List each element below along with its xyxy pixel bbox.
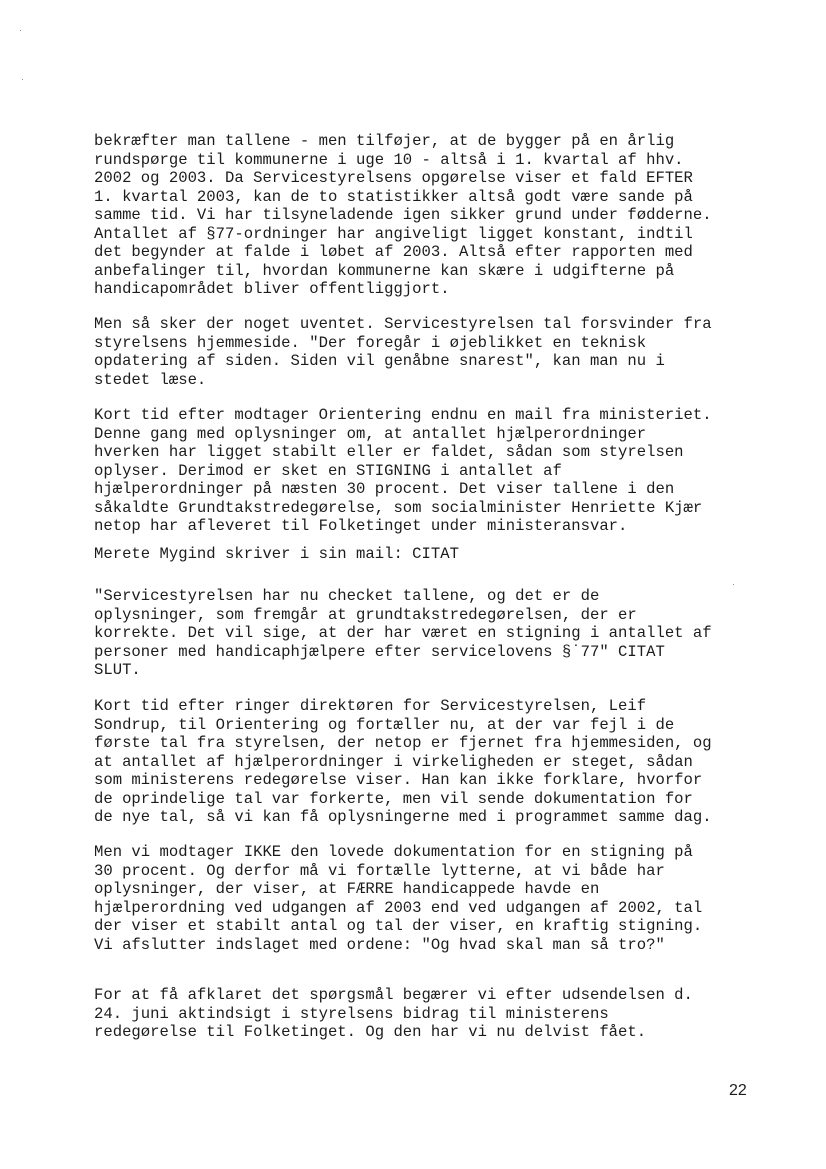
body-paragraph: Men så sker der noget uventet. Servicestyrelsen tal forsvinder fra styrelsens hjemmeside. "Der foregår i øjeblikket en teknisk opdatering af siden. Siden vil genåbne snarest", kan man nu i stedet læse. [94,315,712,389]
body-paragraph: For at få afklaret det spørgsmål begærer vi efter udsendelsen d. 24. juni aktindsigt i styrelsens bidrag til ministerens redegørelse til Folketinget. Og den har vi nu delvist fået. [94,986,693,1041]
page-number: 22 [729,1082,747,1099]
scan-speck [733,584,734,585]
body-paragraph: Men vi modtager IKKE den lovede dokumentation for en stigning på 30 procent. Og derfor må vi fortælle lytterne, at vi både har oplysninger, der viser, at FÆRRE handicappede havde en hjælperordning ved udgangen af 2003 end ved udgangen af 2002, tal der viser et stabilt antal og tal der viser, en kraftig stigning. Vi afslutter indslaget med ordene: "Og hvad skal man så tro?" [94,843,703,954]
body-paragraph: Kort tid efter ringer direktøren for Servicestyrelsen, Leif Sondrup, til Orientering og fortæller nu, at der var fejl i de første tal fra styrelsen, der netop er fjernet fra hjemmesiden, og at antallet af hjælperordninger i virkeligheden er steget, sådan som ministerens redegørelse viser. Han kan ikke forklare, hvorfor de oprindelige tal var forkerte, men vil sende dokumentation for de nye tal, så vi kan få oplysningerne med i programmet samme dag. [94,697,712,826]
scan-speck [22,79,23,80]
quote-paragraph: "Servicestyrelsen har nu checket tallene, og det er de oplysninger, som fremgår at grundtakstredegørelsen, der er korrekte. Det vil sige, at der har været en stigning i antallet af personer med handicaphjælpere efter servicelovens §˙77" CITAT SLUT. [94,587,712,679]
body-paragraph: bekræfter man tallene - men tilføjer, at de bygger på en årlig rundspørge til kommunerne i uge 10 - altså i 1. kvartal af hhv. 2002 og 2003. Da Servicestyrelsens opgørelse viser et fald EFTER 1. kvartal 2003, kan de to statistikker altså godt være sande på samme tid. Vi har tilsyneladende igen sikker grund under fødderne. Antallet af §77-ordninger har angiveligt ligget konstant, indtil det begynder at falde i løbet af 2003. Altså efter rapporten med anbefalinger til, hvordan kommunerne kan skære i udgifterne på handicapområdet bliver offentliggjort. [94,132,712,298]
body-paragraph: Merete Mygind skriver i sin mail: CITAT [94,545,459,563]
scan-speck [20,30,21,31]
body-paragraph: Kort tid efter modtager Orientering endnu en mail fra ministeriet. Denne gang med oplysninger om, at antallet hjælperordninger hverken har ligget stabilt eller er faldet, sådan som styrelsen oplyser. Derimod er sket en STIGNING i antallet af hjælperordninger på næsten 30 procent. Det viser tallene i den såkaldte Grundtakstredegørelse, som socialminister Henriette Kjær netop har afleveret til Folketinget under ministeransvar. [94,406,712,535]
